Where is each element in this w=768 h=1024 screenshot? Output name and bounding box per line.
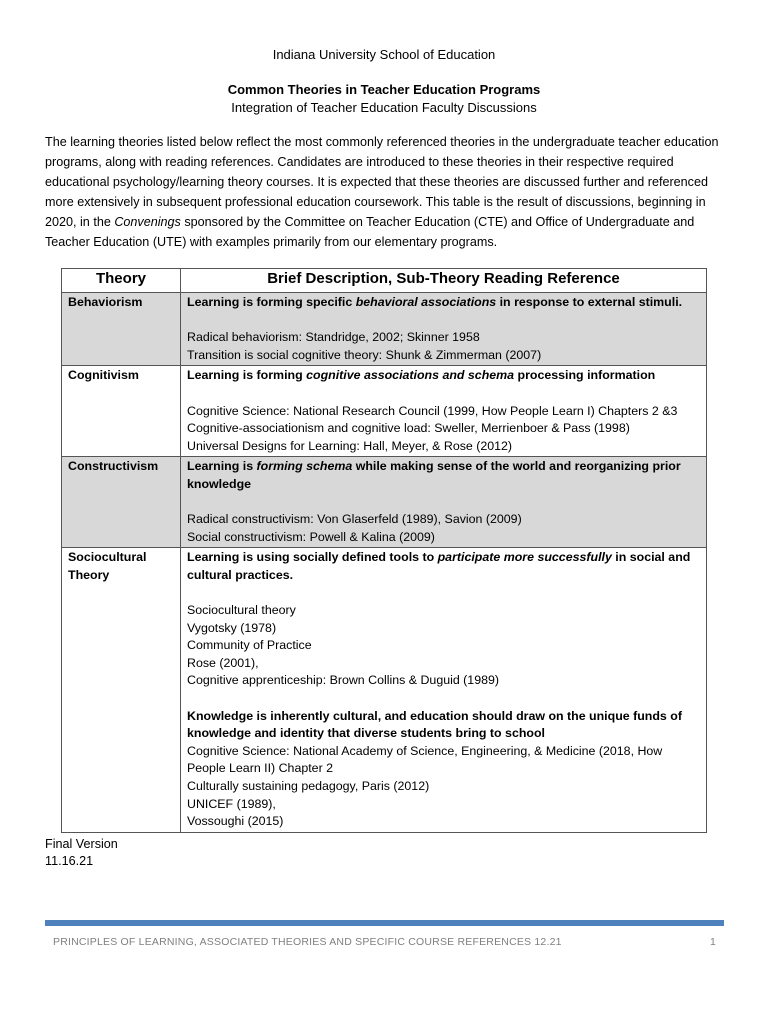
intro-text-before: The learning theories listed below reflect the most commonly referenced theories in the undergraduate teacher education programs, along with reading references. Candidates are introduced to these theories in their respective required educational psychology/learning theory courses. It is expected that these theories are discussed further and referenced more extensively in subsequent professional education coursework. This table is the result of discussions, beginning in 2020, in the: [45, 135, 719, 229]
theory-description: [181, 457, 707, 548]
reading-reference: Radical behaviorism: Standridge, 2002; Skinner 1958: [187, 330, 480, 345]
theory-name: Behaviorism: [62, 293, 181, 366]
reading-reference: Cognitive Science: National Research Council (1999, How People Learn I) Chapters 2 &3: [187, 403, 678, 418]
lead-statement: Learning is forming schema while making sense of the world and reorganizing prior knowledge: [187, 459, 681, 491]
reading-reference: Transition is social cognitive theory: Shunk & Zimmerman (2007): [187, 347, 542, 362]
intro-italic: Convenings: [114, 215, 181, 229]
reading-reference: Sociocultural theory: [187, 603, 296, 618]
reading-reference: Universal Designs for Learning: Hall, Meyer, & Rose (2012): [187, 438, 513, 453]
theory-name: Constructivism: [62, 457, 181, 548]
theory-description: [181, 366, 707, 457]
lead-statement: Learning is using socially defined tools to participate more successfully in social and cultural practices.: [187, 550, 691, 582]
table-row: [62, 548, 707, 833]
reading-reference: UNICEF (1989),: [187, 796, 276, 811]
table-row: [62, 293, 707, 366]
reading-reference: Social constructivism: Powell & Kalina (2009): [187, 529, 435, 544]
reading-reference: Vygotsky (1978): [187, 620, 277, 635]
intro-text-after: sponsored by the Committee on Teacher Education (CTE) and Office of Undergraduate and Teacher Education (UTE) with examples primarily from our elementary programs.: [45, 215, 695, 249]
table-header-row: [62, 269, 707, 293]
final-version-note: [45, 836, 118, 870]
theory-description: [181, 293, 707, 366]
column-header-theory: Theory: [62, 269, 181, 293]
theories-table: [61, 268, 707, 833]
page-number: 1: [710, 936, 716, 948]
lead-statement: Learning is forming specific behavioral associations in response to external stimuli.: [187, 295, 683, 309]
reading-reference: Radical constructivism: Von Glaserfeld (1989), Savion (2009): [187, 512, 522, 527]
table-row: [62, 457, 707, 548]
column-header-description: Brief Description, Sub-Theory Reading Reference: [181, 269, 707, 293]
document-subtitle: Integration of Teacher Education Faculty Discussions: [231, 100, 537, 115]
reading-reference: Cognitive Science: National Academy of Science, Engineering, & Medicine (2018, How People Learn II) Chapter 2: [187, 743, 663, 776]
footer-title: PRINCIPLES OF LEARNING, ASSOCIATED THEORIES AND SPECIFIC COURSE REFERENCES 12.21: [53, 936, 562, 948]
final-version-date: 11.16.21: [45, 854, 94, 868]
reading-reference: Community of Practice: [187, 638, 312, 653]
reading-reference: Rose (2001),: [187, 655, 259, 670]
reading-reference: Vossoughi (2015): [187, 814, 284, 829]
reading-reference: Culturally sustaining pedagogy, Paris (2012): [187, 779, 430, 794]
organization-name: Indiana University School of Education: [272, 47, 496, 62]
theory-name: Cognitivism: [62, 366, 181, 457]
reading-reference: Cognitive-associationism and cognitive load: Sweller, Merrienboer & Pass (1998): [187, 421, 630, 436]
footer-divider: [45, 920, 724, 926]
theory-name: Sociocultural Theory: [62, 548, 181, 833]
second-lead-statement: Knowledge is inherently cultural, and education should draw on the unique funds of knowledge and identity that diverse students bring to school: [187, 708, 682, 741]
table-row: [62, 366, 707, 457]
lead-statement: Learning is forming cognitive associations and schema processing information: [187, 368, 656, 383]
intro-paragraph: [45, 132, 725, 252]
reading-reference: Cognitive apprenticeship: Brown Collins & Duguid (1989): [187, 673, 499, 688]
document-title: Common Theories in Teacher Education Programs: [227, 82, 541, 97]
final-version-label: Final Version: [45, 837, 118, 851]
theory-description: [181, 548, 707, 833]
